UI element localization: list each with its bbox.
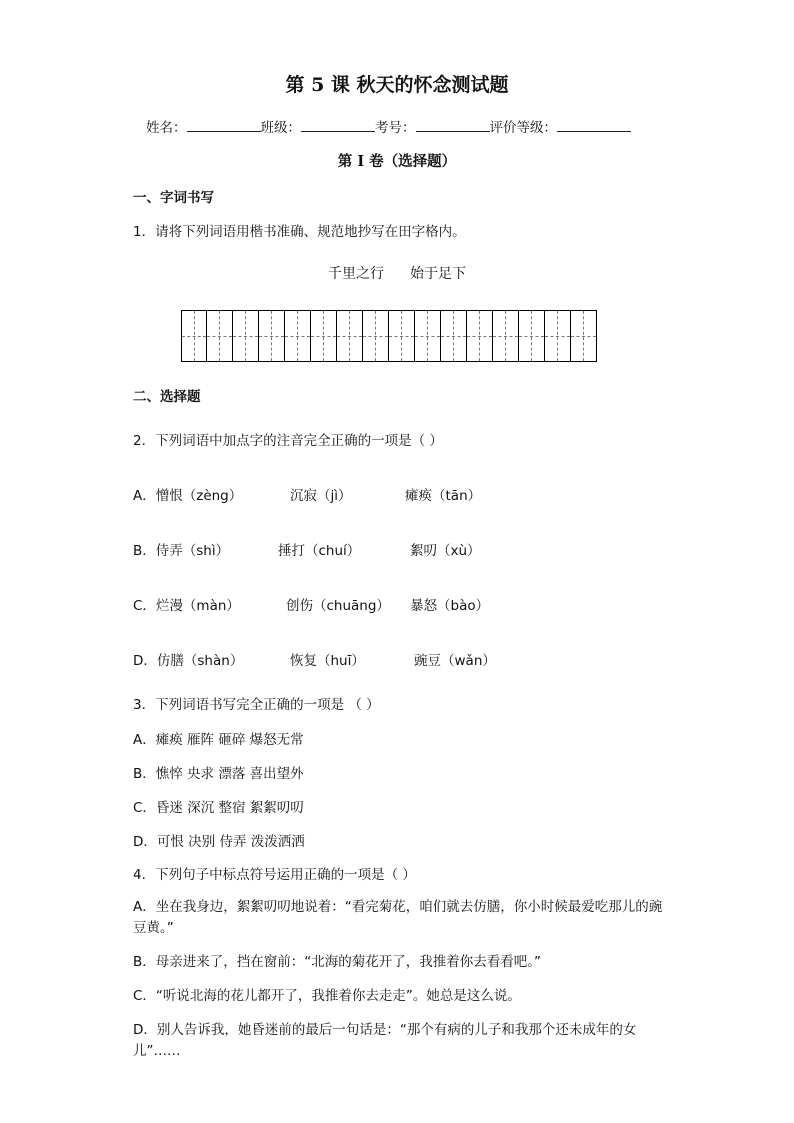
name-blank [187,117,261,132]
student-info-line [146,116,631,136]
name-label: 姓名： [146,120,187,136]
class-blank [301,117,375,132]
q2-option-b-word-2: 捶打（chuí） [278,543,361,559]
tianzige-grid [181,310,597,362]
grid-cell [493,310,519,362]
q4-option-b: B．母亲进来了，挡在窗前：“北海的菊花开了，我推着你去看看吧。” [133,954,541,970]
q2-option-a: A．憎恨（zèng） [133,488,243,504]
grid-cell [571,310,597,362]
grid-cell [441,310,467,362]
grid-cell [337,310,363,362]
q4-option-c: C．“听说北海的花儿都开了，我推着你去走走”。她总是这么说。 [133,988,521,1004]
grid-cell [363,310,389,362]
grade-blank [557,117,631,132]
q2-option-c: C．烂漫（màn） [133,598,240,614]
q2-option-b-word-3: 絮叨（xù） [410,543,481,559]
section-heading-1: 一、字词书写 [133,190,214,206]
question-3: 3．下列词语书写完全正确的一项是 （ ） [133,697,380,713]
volume-subtitle: 第 I 卷（选择题） [337,153,457,170]
q3-option-b: B．憔悴 央求 漂落 喜出望外 [133,766,304,782]
question-2: 2．下列词语中加点字的注音完全正确的一项是（ ） [133,433,443,449]
grid-cell [311,310,337,362]
copy-word-2: 始于足下 [410,266,466,282]
q3-option-a: A．瘫痪 雁阵 砸碎 爆怒无常 [133,732,304,748]
q2-option-c-word-2: 创伤（chuāng） [286,598,390,614]
q4-option-d: D．别人告诉我，她昏迷前的最后一句话是：“那个有病的儿子和我那个还未成年的女儿”…… [133,1022,637,1059]
copy-word-1: 千里之行 [328,266,384,282]
question-1: 1．请将下列词语用楷书准确、规范地抄写在田字格内。 [133,224,466,240]
section-heading-2: 二、选择题 [133,389,201,405]
q2-option-d-word-2: 恢复（huī） [290,653,365,669]
q2-option-d: D．仿膳（shàn） [133,653,244,669]
q2-option-c-word-3: 暴怒（bào） [410,598,490,614]
q2-option-a-word-2: 沉寂（jì） [290,488,352,504]
grid-cell [233,310,259,362]
grid-cell [467,310,493,362]
q2-option-a-word-3: 瘫痪（tān） [405,488,482,504]
grid-cell [259,310,285,362]
exam-no-blank [416,117,490,132]
q2-option-b: B．侍弄（shì） [133,543,230,559]
grid-cell [207,310,233,362]
grid-cell [519,310,545,362]
question-4: 4．下列句子中标点符号运用正确的一项是（ ） [133,867,416,883]
grid-cell [389,310,415,362]
q3-option-c: C．昏迷 深沉 整宿 絮絮叨叨 [133,800,304,816]
grade-label: 评价等级： [489,120,557,136]
q4-option-a: A．坐在我身边，絮絮叨叨地说着：“看完菊花，咱们就去仿膳，你小时候最爱吃那儿的豌豆黄。” [133,899,663,936]
q3-option-d: D．可恨 决别 侍弄 泼泼洒洒 [133,834,305,850]
grid-cell [285,310,311,362]
q2-option-d-word-3: 豌豆（wǎn） [414,653,496,669]
page-title: 第 5 课 秋天的怀念测试题 [285,74,509,96]
class-label: 班级： [260,120,301,136]
exam-no-label: 考号： [375,120,416,136]
grid-cell [545,310,571,362]
grid-cell [181,310,207,362]
grid-cell [415,310,441,362]
